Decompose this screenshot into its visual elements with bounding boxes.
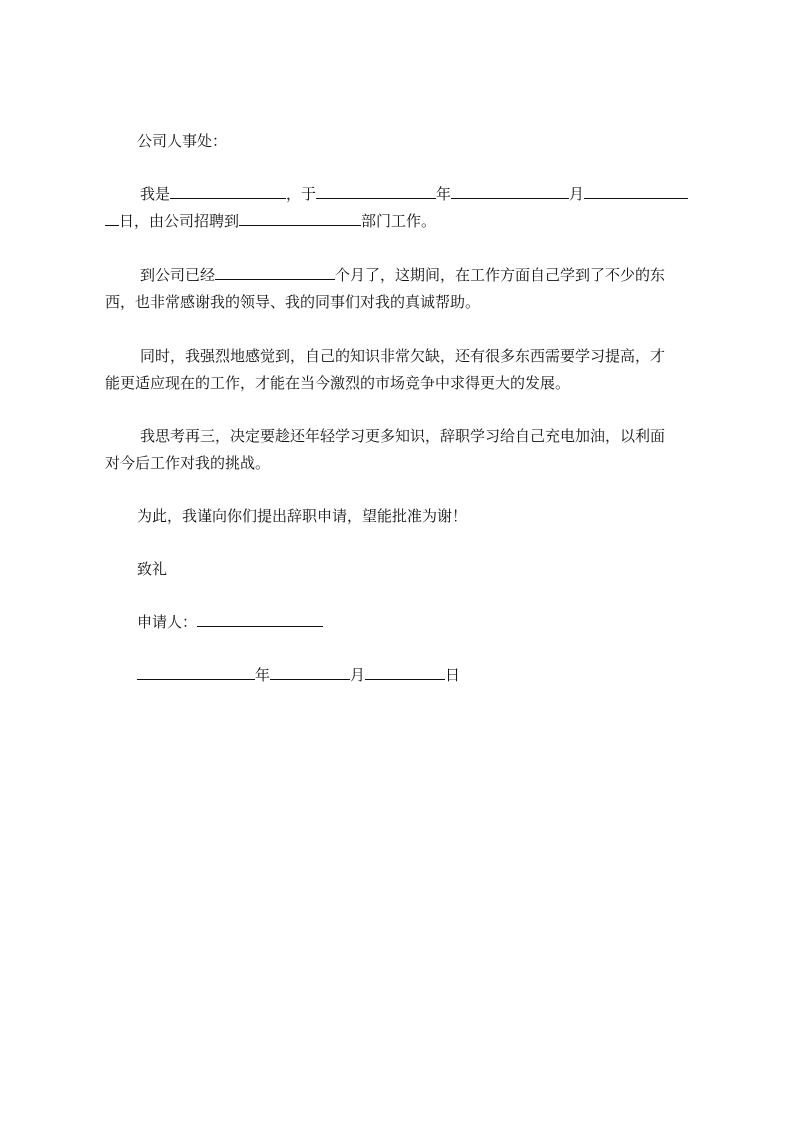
closing: 致礼	[137, 560, 168, 578]
paragraph-2-line-2: 西，也非常感谢我的领导、我的同事们对我的真诚帮助。	[105, 293, 481, 311]
day-blank-part-1	[584, 184, 688, 199]
date-month-blank	[270, 665, 350, 680]
paragraph-1-text: 日，由公司招聘到	[119, 212, 240, 230]
paragraph-1-line-1	[140, 184, 688, 204]
paragraph-4-line-2: 对今后工作对我的挑战。	[105, 454, 271, 472]
paragraph-1-text: 部门工作。	[361, 212, 437, 230]
paragraph-1-text: 我是	[140, 185, 171, 203]
paragraph-2-text: 个月了，这期间，在工作方面自己学到了不少的东	[335, 266, 666, 284]
date-line	[137, 665, 460, 685]
paragraph-3-line-1: 同时，我强烈地感觉到，自己的知识非常欠缺，还有很多东西需要学习提高，才	[140, 347, 666, 365]
department-blank	[239, 211, 361, 226]
year-blank	[316, 184, 436, 199]
signature-line	[137, 612, 323, 632]
paragraph-2-line-1	[140, 265, 665, 285]
paragraph-5: 为此，我谨向你们提出辞职申请，望能批准为谢！	[137, 507, 468, 525]
date-day-blank	[365, 665, 445, 680]
month-blank	[451, 184, 569, 199]
date-month-label: 月	[350, 666, 366, 684]
months-blank	[215, 265, 335, 280]
name-blank	[170, 184, 286, 199]
paragraph-3-line-2: 能更适应现在的工作，才能在当今激烈的市场竞争中求得更大的发展。	[105, 374, 571, 392]
salutation: 公司人事处：	[137, 132, 228, 150]
paragraph-1-text: ，于	[286, 185, 317, 203]
paragraph-4-line-1: 我思考再三，决定要趁还年轻学习更多知识，辞职学习给自己充电加油，以利面	[140, 427, 666, 445]
date-year-blank	[137, 665, 255, 680]
date-year-label: 年	[255, 666, 271, 684]
paragraph-1-line-2	[105, 211, 436, 231]
paragraph-1-text: 月	[569, 185, 585, 203]
day-blank-part-2	[105, 211, 119, 226]
signature-label: 申请人：	[137, 613, 198, 631]
paragraph-1-text: 年	[436, 185, 452, 203]
paragraph-2-text: 到公司已经	[140, 266, 216, 284]
date-day-label: 日	[445, 666, 461, 684]
signature-blank	[197, 612, 323, 627]
